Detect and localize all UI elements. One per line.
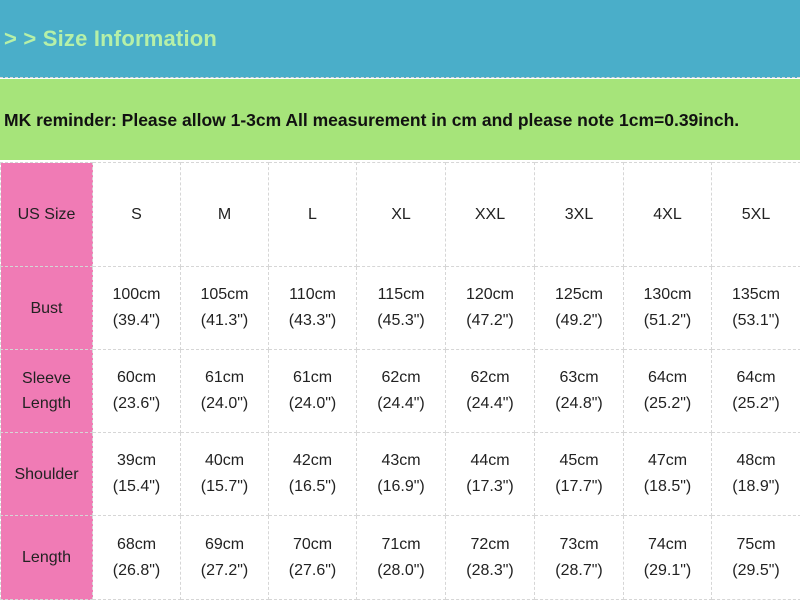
cm-value: 105cm <box>200 286 249 303</box>
measurement-cell <box>269 516 357 600</box>
measurement-cell <box>624 516 712 600</box>
inch-value: (51.2") <box>643 312 692 329</box>
measurement-cell <box>93 433 181 516</box>
measurement-cell <box>535 433 624 516</box>
inch-value: (45.3") <box>377 312 425 329</box>
size-chart-table <box>0 162 800 600</box>
cm-value: 64cm <box>647 369 688 386</box>
inch-value: (28.0") <box>377 561 425 579</box>
size-cell: XXL <box>446 163 535 267</box>
cm-value: 39cm <box>116 452 157 469</box>
measurement-cell <box>712 267 800 350</box>
inch-value: (39.4") <box>112 312 161 329</box>
measurement-cell <box>181 516 269 600</box>
measurement-cell <box>446 350 535 433</box>
inch-value: (23.6") <box>112 395 161 412</box>
row-label <box>1 433 93 516</box>
inch-value: (25.2") <box>732 395 780 412</box>
row-label-line: Length <box>22 395 71 412</box>
inch-value: (53.1") <box>732 312 780 329</box>
inch-value: (28.7") <box>555 561 603 579</box>
cm-value: 130cm <box>643 286 692 303</box>
measurement-cell <box>446 267 535 350</box>
row-label-line: Bust <box>30 299 63 317</box>
cm-value: 44cm <box>470 452 510 469</box>
cm-value: 72cm <box>470 535 510 553</box>
cm-value: 73cm <box>559 535 599 553</box>
inch-value: (28.3") <box>466 561 514 579</box>
inch-value: (17.7") <box>555 478 603 495</box>
measurement-cell <box>712 516 800 600</box>
measurement-cell <box>624 433 712 516</box>
sleeve-length-row <box>1 350 800 433</box>
size-cell: 4XL <box>624 163 712 267</box>
cm-value: 42cm <box>292 452 333 469</box>
measurement-cell <box>357 433 446 516</box>
measurement-cell <box>357 350 446 433</box>
row-label-line: Length <box>22 549 71 566</box>
inch-value: (25.2") <box>643 395 692 412</box>
size-cell: L <box>269 163 357 267</box>
reminder-banner <box>0 79 800 160</box>
cm-value: 61cm <box>204 369 245 386</box>
measurement-cell <box>712 433 800 516</box>
measurement-cell <box>446 433 535 516</box>
cm-value: 120cm <box>465 286 515 303</box>
cm-value: 40cm <box>204 452 245 469</box>
measurement-cell <box>269 267 357 350</box>
shoulder-row <box>1 433 800 516</box>
inch-value: (18.5") <box>643 478 692 495</box>
cm-value: 100cm <box>112 286 161 303</box>
cm-value: 60cm <box>116 369 157 386</box>
measurement-cell <box>93 350 181 433</box>
measurement-cell <box>93 267 181 350</box>
inch-value: (15.4") <box>112 478 161 495</box>
inch-value: (49.2") <box>555 312 603 329</box>
measurement-cell <box>535 350 624 433</box>
inch-value: (24.0") <box>200 395 249 412</box>
inch-value: (47.2") <box>466 312 514 329</box>
reminder-text: MK reminder: Please allow 1-3cm All measurement in cm and please note 1cm=0.39inch. <box>4 110 740 130</box>
bust-row <box>1 267 800 350</box>
cm-value: 110cm <box>289 286 336 303</box>
row-label <box>1 350 93 433</box>
cm-value: 71cm <box>381 535 421 553</box>
cm-value: 69cm <box>204 535 245 553</box>
cm-value: 115cm <box>377 286 425 303</box>
length-row <box>1 516 800 600</box>
cm-value: 61cm <box>292 369 333 386</box>
cm-value: 62cm <box>381 369 421 386</box>
measurement-cell <box>269 433 357 516</box>
cm-value: 70cm <box>292 535 333 553</box>
row-label <box>1 516 93 600</box>
cm-value: 74cm <box>647 535 688 553</box>
inch-value: (29.5") <box>732 561 780 579</box>
measurement-cell <box>446 516 535 600</box>
row-label-line: Shoulder <box>14 465 79 483</box>
measurement-cell <box>624 267 712 350</box>
inch-value: (16.9") <box>377 478 425 495</box>
size-header-row <box>1 163 800 267</box>
size-cell: 5XL <box>712 163 800 267</box>
inch-value: (24.0") <box>288 395 337 412</box>
measurement-cell <box>181 350 269 433</box>
row-label <box>1 267 93 350</box>
measurement-cell <box>93 516 181 600</box>
inch-value: (26.8") <box>112 561 161 579</box>
us-size-label: US Size <box>1 163 93 267</box>
inch-value: (41.3") <box>200 312 249 329</box>
cm-value: 48cm <box>736 452 776 469</box>
inch-value: (17.3") <box>466 478 514 495</box>
inch-value: (15.7") <box>200 478 249 495</box>
inch-value: (27.2") <box>200 561 249 579</box>
inch-value: (24.4") <box>466 395 514 412</box>
size-cell: M <box>181 163 269 267</box>
cm-value: 135cm <box>731 286 781 303</box>
measurement-cell <box>181 267 269 350</box>
cm-value: 47cm <box>647 452 688 469</box>
cm-value: 62cm <box>470 369 510 386</box>
measurement-cell <box>712 350 800 433</box>
cm-value: 64cm <box>736 369 776 386</box>
size-cell: S <box>93 163 181 267</box>
cm-value: 63cm <box>559 369 599 386</box>
header-title: > > Size Information <box>4 26 218 51</box>
measurement-cell <box>181 433 269 516</box>
inch-value: (24.8") <box>555 395 603 412</box>
inch-value: (24.4") <box>377 395 425 412</box>
size-cell: 3XL <box>535 163 624 267</box>
cm-value: 75cm <box>736 535 776 553</box>
cm-value: 125cm <box>554 286 604 303</box>
measurement-cell <box>535 516 624 600</box>
inch-value: (29.1") <box>643 561 692 579</box>
cm-value: 45cm <box>559 452 599 469</box>
inch-value: (16.5") <box>288 478 337 495</box>
measurement-cell <box>624 350 712 433</box>
measurement-cell <box>357 267 446 350</box>
cm-value: 43cm <box>381 452 421 469</box>
inch-value: (43.3") <box>288 312 337 329</box>
cm-value: 68cm <box>116 535 157 553</box>
size-information-header <box>0 0 800 78</box>
inch-value: (27.6") <box>288 561 337 579</box>
row-label-line: Sleeve <box>22 370 71 387</box>
measurement-cell <box>269 350 357 433</box>
measurement-cell <box>357 516 446 600</box>
measurement-cell <box>535 267 624 350</box>
inch-value: (18.9") <box>732 478 780 495</box>
size-cell: XL <box>357 163 446 267</box>
